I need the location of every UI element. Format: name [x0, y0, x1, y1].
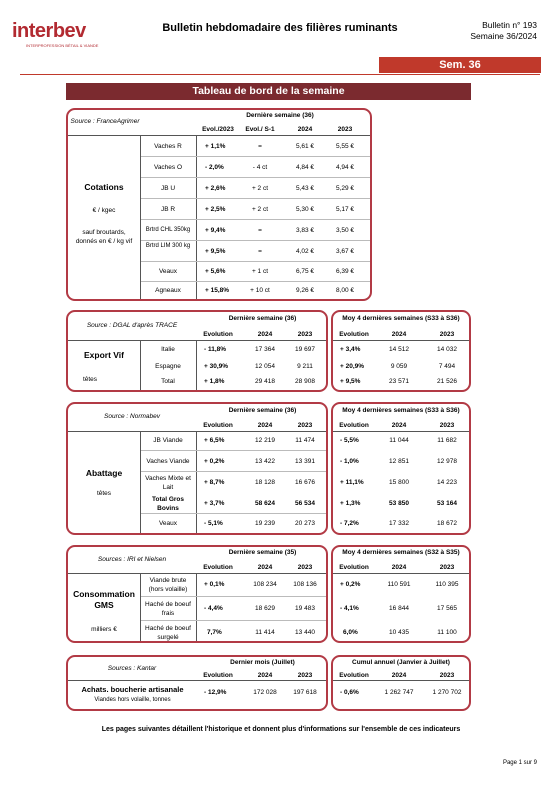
abattage-group1: Dernière semaine (36): [228, 407, 297, 414]
table-cell: 13 422: [255, 458, 275, 465]
table-row-name: Vaches Mixte et Lait: [145, 475, 191, 491]
cotations-header-rule: [68, 135, 370, 136]
table-cell: 9 059: [390, 363, 408, 370]
gms-col-2024b: 2024: [391, 564, 407, 571]
page-number: Page 1 sur 9: [502, 760, 537, 766]
gms-col-2023a: 2023: [297, 564, 313, 571]
table-cell: - 11,8%: [204, 346, 227, 353]
table-row-name: Espagne: [155, 363, 181, 370]
abattage-source: Source : Normabev: [104, 413, 160, 420]
table-cell: 14 223: [437, 479, 457, 486]
table-cell: 4,94 €: [335, 164, 355, 171]
table-cell: =: [258, 248, 262, 255]
row-divider: [141, 261, 370, 262]
table-cell: + 2,5%: [205, 206, 226, 213]
table-cell: - 7,2%: [340, 520, 359, 527]
table-cell: 18 629: [255, 605, 275, 612]
abattage-col-evol2: Evolution: [339, 422, 369, 429]
abattage-label: Abattage: [85, 468, 123, 478]
table-cell: - 5,1%: [204, 520, 223, 527]
table-row-name: Veaux: [158, 520, 178, 527]
boucherie-col-2023b: 2023: [439, 672, 455, 679]
table-cell: 20 273: [295, 520, 315, 527]
table-cell: 108 234: [253, 581, 277, 588]
table-row-name: Haché de boeuf surgelé: [145, 625, 191, 641]
abattage-group2: Moy 4 dernières semaines (S33 à S36): [342, 407, 460, 414]
row-divider: [141, 281, 370, 282]
table-cell: + 20,9%: [340, 363, 365, 370]
gms-col-evol2: Evolution: [339, 564, 369, 571]
table-cell: 5,30 €: [295, 206, 315, 213]
table-cell: 18 128: [255, 479, 275, 486]
gms-unit: milliers €: [91, 626, 117, 633]
table-row-name: Vaches O: [153, 164, 183, 171]
table-cell: 9 211: [297, 363, 313, 370]
table-cell: 28 908: [295, 378, 315, 385]
cotations-col-evol: Evol./2023: [202, 126, 234, 133]
export-rule-right: [333, 340, 469, 341]
table-cell: + 1,1%: [205, 143, 226, 150]
row-divider: [141, 620, 326, 621]
table-cell: - 5,5%: [340, 437, 359, 444]
table-cell: =: [258, 227, 262, 234]
table-cell: 110 395: [435, 581, 459, 588]
table-cell: 5,17 €: [335, 206, 355, 213]
gms-rule-right: [333, 573, 469, 574]
table-cell: 12 851: [389, 458, 409, 465]
table-cell: + 8,7%: [204, 479, 225, 486]
cotations-label: Cotations: [84, 182, 124, 192]
table-cell: 21 526: [437, 378, 457, 385]
table-cell: 18 672: [437, 520, 457, 527]
header-divider: [20, 74, 540, 75]
table-row-name: Italie: [161, 346, 175, 353]
abattage-name-rule: [196, 432, 197, 533]
table-cell: 11 414: [255, 629, 275, 636]
row-divider: [141, 177, 370, 178]
table-cell: 6,39 €: [335, 268, 355, 275]
table-cell: 11 044: [389, 437, 409, 444]
table-row-name: Total: [161, 378, 175, 385]
table-cell: 29 418: [255, 378, 275, 385]
table-cell: =: [258, 143, 262, 150]
logo-tagline: INTERPROFESSION BÉTAIL & VIANDE: [26, 43, 99, 48]
table-cell: 5,43 €: [295, 185, 315, 192]
table-cell: 3,67 €: [335, 248, 355, 255]
table-cell: 108 136: [293, 581, 317, 588]
table-cell: 11 474: [295, 437, 315, 444]
table-row-name: Haché de boeuf frais: [145, 601, 191, 617]
table-cell: + 5,6%: [205, 268, 226, 275]
table-cell: 58 624: [255, 500, 275, 507]
table-cell: 5,55 €: [335, 143, 355, 150]
gms-source: Sources : IRI et Nielsen: [97, 556, 167, 563]
row-divider: [141, 513, 326, 514]
table-cell: - 4,1%: [340, 605, 359, 612]
boucherie-rule: [68, 680, 326, 681]
row-divider: [141, 471, 326, 472]
export-col-2024b: 2024: [391, 331, 407, 338]
table-cell: 19 483: [295, 605, 315, 612]
cotations-unit: € / kgec: [92, 207, 116, 214]
table-cell: + 2 ct: [251, 185, 269, 192]
table-cell: 17 364: [255, 346, 275, 353]
boucherie-label: Achats. boucherie artisanale: [81, 685, 184, 694]
export-group2: Moy 4 dernières semaines (S33 à S36): [342, 315, 460, 322]
table-cell: 172 028: [253, 689, 277, 696]
gms-name-rule: [196, 574, 197, 641]
abattage-col-2024b: 2024: [391, 422, 407, 429]
cotations-note: sauf broutards, donnés en € / kg vif: [75, 229, 133, 245]
table-cell: - 4,4%: [204, 605, 223, 612]
boucherie-rule-right: [333, 680, 469, 681]
table-cell: 110 591: [387, 581, 411, 588]
table-cell: + 11,1%: [340, 479, 364, 486]
table-row-name: Veaux: [158, 268, 178, 275]
table-cell: - 4 ct: [252, 164, 268, 171]
table-row-name: JB Viande: [153, 437, 183, 444]
cotations-label-rule: [140, 136, 141, 299]
table-cell: + 0,2%: [204, 458, 225, 465]
table-row-name: Brtrd CHL 350kg: [145, 227, 191, 233]
row-divider: [141, 156, 370, 157]
table-cell: 14 032: [437, 346, 457, 353]
table-cell: 14 512: [389, 346, 409, 353]
table-cell: + 0,1%: [204, 581, 225, 588]
export-label: Export Vif: [84, 350, 124, 360]
boucherie-col-evol2: Evolution: [339, 672, 369, 679]
gms-col-2024a: 2024: [257, 564, 273, 571]
table-cell: 12 978: [437, 458, 457, 465]
interbev-logo: [12, 16, 99, 50]
table-cell: 197 618: [293, 689, 317, 696]
export-group1: Dernière semaine (36): [228, 315, 297, 322]
table-cell: 5,61 €: [295, 143, 315, 150]
export-col-2023b: 2023: [439, 331, 455, 338]
table-cell: + 9,5%: [340, 378, 361, 385]
cotations-col-evols1: Evol./ S-1: [245, 126, 275, 133]
table-cell: 16 676: [295, 479, 315, 486]
table-row-name: JB R: [160, 206, 176, 213]
table-row-name: Viande brute (hors volaille): [148, 577, 188, 593]
abattage-rule-right: [333, 431, 469, 432]
export-col-evol1: Evolution: [203, 331, 233, 338]
boucherie-col-2024a: 2024: [257, 672, 273, 679]
table-cell: + 2 ct: [251, 206, 269, 213]
table-cell: 3,50 €: [335, 227, 355, 234]
boucherie-col-2023a: 2023: [297, 672, 313, 679]
table-cell: + 15,8%: [205, 287, 230, 294]
cotations-col-2023: 2023: [337, 126, 353, 133]
cotations-col-2024: 2024: [297, 126, 313, 133]
table-cell: 11 100: [437, 629, 457, 636]
gms-group1: Dernière semaine (35): [228, 549, 297, 556]
export-col-evol2: Evolution: [339, 331, 369, 338]
gms-label: Consommation GMS: [73, 589, 135, 610]
table-cell: 17 565: [437, 605, 457, 612]
export-label-rule: [140, 341, 141, 390]
table-cell: + 1,8%: [204, 378, 225, 385]
row-divider: [141, 240, 370, 241]
table-row-name: Vaches Viande: [146, 458, 190, 465]
table-row-name: Total Gros Bovins: [151, 496, 185, 512]
table-cell: 15 800: [389, 479, 409, 486]
table-cell: 53 850: [389, 500, 409, 507]
cotations-name-rule: [196, 136, 197, 299]
row-divider: [141, 596, 326, 597]
table-cell: - 0,6%: [340, 689, 359, 696]
table-cell: 11 682: [437, 437, 457, 444]
export-name-rule: [196, 341, 197, 390]
export-unit: têtes: [82, 376, 98, 383]
table-cell: 53 164: [437, 500, 457, 507]
table-cell: 8,00 €: [335, 287, 355, 294]
table-cell: 7 494: [438, 363, 456, 370]
table-cell: 19 697: [295, 346, 315, 353]
abattage-col-2024a: 2024: [257, 422, 273, 429]
table-cell: + 0,2%: [340, 581, 361, 588]
export-source: Source : DGAL d'après TRACE: [86, 322, 178, 329]
gms-label-rule: [140, 574, 141, 641]
table-row-name: Vaches R: [154, 143, 182, 150]
table-cell: 17 332: [389, 520, 409, 527]
table-cell: + 9,5%: [205, 248, 226, 255]
table-cell: 6,75 €: [295, 268, 315, 275]
abattage-col-evol1: Evolution: [203, 422, 233, 429]
table-row-name: Agneaux: [155, 287, 181, 294]
table-cell: 12 054: [255, 363, 275, 370]
abattage-rule: [68, 431, 326, 432]
table-cell: 16 844: [389, 605, 409, 612]
row-divider: [141, 219, 370, 220]
table-cell: 1 262 747: [384, 689, 414, 696]
export-col-2024a: 2024: [257, 331, 273, 338]
abattage-unit: têtes: [96, 490, 112, 497]
bulletin-week: Semaine 36/2024: [470, 31, 537, 41]
table-cell: 6,0%: [343, 629, 358, 636]
table-cell: + 9,4%: [205, 227, 226, 234]
boucherie-col-2024b: 2024: [391, 672, 407, 679]
gms-col-evol1: Evolution: [203, 564, 233, 571]
footer-note: Les pages suivantes détaillent l'historique et donnent plus d'informations sur l'ensemble de ces indicateurs: [101, 726, 461, 733]
table-cell: 10 435: [389, 629, 409, 636]
cotations-source: Source : FranceAgrimer: [70, 118, 140, 125]
week-badge: Sem. 36: [379, 57, 541, 73]
table-cell: 19 239: [255, 520, 275, 527]
boucherie-group1: Dernier mois (Juillet): [230, 659, 295, 666]
table-cell: - 2,0%: [205, 164, 224, 171]
table-cell: + 2,6%: [205, 185, 226, 192]
page-title: Bulletin hebdomadaire des filières ruminants: [162, 22, 398, 34]
table-cell: + 6,5%: [204, 437, 225, 444]
table-cell: 9,26 €: [295, 287, 315, 294]
table-cell: 7,7%: [207, 629, 222, 636]
cotations-group-header: Dernière semaine (36): [246, 112, 314, 119]
gms-group2: Moy 4 dernières semaines (S32 à S35): [342, 549, 460, 556]
table-cell: 4,02 €: [295, 248, 315, 255]
table-row-name: Brtrd LIM 300 kg: [145, 243, 191, 249]
table-cell: 3,83 €: [295, 227, 315, 234]
boucherie-source: Sources : Kantar: [107, 665, 157, 672]
bulletin-info: [470, 20, 537, 42]
logo-wordmark: interbev: [12, 20, 86, 42]
row-divider: [141, 198, 370, 199]
export-rule: [68, 340, 326, 341]
table-cell: + 1 ct: [251, 268, 269, 275]
abattage-col-2023b: 2023: [439, 422, 455, 429]
table-row-name: JB U: [160, 185, 176, 192]
table-cell: 23 571: [389, 378, 409, 385]
table-cell: 1 270 702: [432, 689, 462, 696]
table-cell: + 30,9%: [204, 363, 229, 370]
boucherie-sub: Viandes hors volaille, tonnes: [94, 697, 171, 703]
table-cell: + 3,4%: [340, 346, 361, 353]
table-cell: 5,29 €: [335, 185, 355, 192]
table-cell: 13 440: [295, 629, 315, 636]
dashboard-title-bar: Tableau de bord de la semaine: [66, 83, 471, 100]
gms-col-2023b: 2023: [439, 564, 455, 571]
table-cell: 13 391: [295, 458, 315, 465]
boucherie-col-evol1: Evolution: [203, 672, 233, 679]
table-cell: 56 534: [295, 500, 315, 507]
row-divider: [141, 450, 326, 451]
table-cell: + 10 ct: [250, 287, 270, 294]
table-cell: 12 219: [255, 437, 275, 444]
table-cell: - 12,9%: [204, 689, 227, 696]
gms-rule: [68, 573, 326, 574]
table-cell: + 3,7%: [204, 500, 225, 507]
table-cell: - 1,0%: [340, 458, 359, 465]
abattage-label-rule: [140, 432, 141, 533]
bulletin-number: Bulletin n° 193: [482, 20, 537, 30]
boucherie-group2: Cumul annuel (Janvier à Juillet): [352, 659, 450, 666]
abattage-col-2023a: 2023: [297, 422, 313, 429]
export-col-2023a: 2023: [297, 331, 313, 338]
table-cell: 4,84 €: [295, 164, 315, 171]
table-cell: + 1,3%: [340, 500, 361, 507]
